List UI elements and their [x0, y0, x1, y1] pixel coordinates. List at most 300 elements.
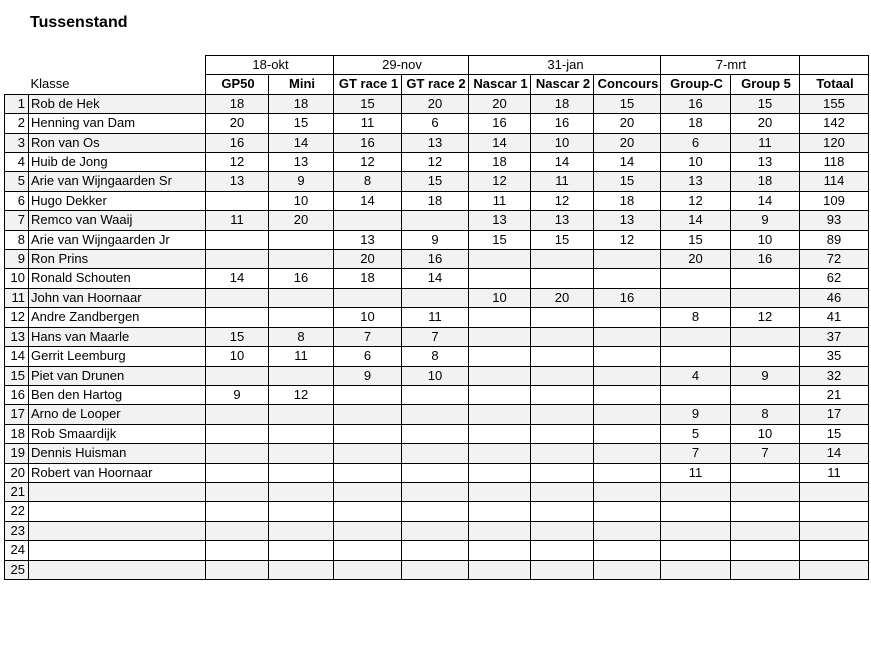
score-cell[interactable] — [469, 366, 531, 385]
total-cell[interactable]: 142 — [800, 114, 869, 133]
score-cell[interactable]: 16 — [594, 288, 661, 307]
score-cell[interactable]: 7 — [661, 444, 731, 463]
score-cell[interactable] — [731, 463, 800, 482]
participant-name[interactable]: Arie van Wijngaarden Jr — [29, 230, 206, 249]
score-cell[interactable] — [334, 288, 402, 307]
row-number[interactable]: 10 — [5, 269, 29, 288]
score-cell[interactable] — [206, 521, 269, 540]
score-cell[interactable] — [594, 521, 661, 540]
score-cell[interactable] — [531, 308, 594, 327]
score-cell[interactable] — [334, 444, 402, 463]
score-cell[interactable] — [269, 424, 334, 443]
score-cell[interactable] — [269, 482, 334, 501]
score-cell[interactable]: 11 — [334, 114, 402, 133]
row-number[interactable]: 15 — [5, 366, 29, 385]
score-cell[interactable]: 16 — [206, 133, 269, 152]
row-number[interactable]: 5 — [5, 172, 29, 191]
participant-name[interactable] — [29, 502, 206, 521]
score-cell[interactable] — [206, 424, 269, 443]
participant-name[interactable] — [29, 541, 206, 560]
row-number[interactable]: 1 — [5, 94, 29, 113]
score-cell[interactable] — [334, 211, 402, 230]
score-cell[interactable] — [206, 502, 269, 521]
score-cell[interactable] — [661, 502, 731, 521]
score-cell[interactable]: 15 — [661, 230, 731, 249]
total-cell[interactable]: 17 — [800, 405, 869, 424]
total-cell[interactable]: 155 — [800, 94, 869, 113]
score-cell[interactable] — [731, 347, 800, 366]
score-cell[interactable] — [334, 521, 402, 540]
score-cell[interactable] — [731, 541, 800, 560]
score-cell[interactable] — [531, 482, 594, 501]
score-cell[interactable] — [594, 366, 661, 385]
score-cell[interactable]: 18 — [334, 269, 402, 288]
score-cell[interactable]: 9 — [731, 211, 800, 230]
score-cell[interactable]: 16 — [402, 250, 469, 269]
participant-name[interactable]: Gerrit Leemburg — [29, 347, 206, 366]
score-cell[interactable] — [469, 347, 531, 366]
score-cell[interactable] — [334, 405, 402, 424]
score-cell[interactable] — [594, 463, 661, 482]
score-cell[interactable] — [661, 482, 731, 501]
score-cell[interactable]: 14 — [469, 133, 531, 152]
score-cell[interactable]: 13 — [594, 211, 661, 230]
score-cell[interactable] — [469, 269, 531, 288]
score-cell[interactable] — [206, 405, 269, 424]
score-cell[interactable]: 18 — [661, 114, 731, 133]
score-cell[interactable]: 13 — [731, 153, 800, 172]
score-cell[interactable]: 10 — [402, 366, 469, 385]
score-cell[interactable] — [594, 327, 661, 346]
score-cell[interactable] — [269, 250, 334, 269]
score-cell[interactable] — [206, 230, 269, 249]
score-cell[interactable] — [402, 521, 469, 540]
score-cell[interactable]: 9 — [402, 230, 469, 249]
participant-name[interactable]: Ronald Schouten — [29, 269, 206, 288]
score-cell[interactable]: 12 — [594, 230, 661, 249]
score-cell[interactable] — [594, 347, 661, 366]
score-cell[interactable]: 16 — [661, 94, 731, 113]
row-number[interactable]: 2 — [5, 114, 29, 133]
score-cell[interactable] — [594, 482, 661, 501]
total-cell[interactable]: 120 — [800, 133, 869, 152]
score-cell[interactable]: 15 — [594, 172, 661, 191]
score-cell[interactable]: 13 — [269, 153, 334, 172]
score-cell[interactable] — [531, 269, 594, 288]
score-cell[interactable]: 10 — [334, 308, 402, 327]
score-cell[interactable]: 14 — [531, 153, 594, 172]
row-number[interactable]: 22 — [5, 502, 29, 521]
participant-name[interactable]: Remco van Waaij — [29, 211, 206, 230]
score-cell[interactable] — [661, 560, 731, 579]
score-cell[interactable] — [402, 288, 469, 307]
score-cell[interactable]: 15 — [469, 230, 531, 249]
score-cell[interactable] — [334, 560, 402, 579]
participant-name[interactable]: Hugo Dekker — [29, 191, 206, 210]
score-cell[interactable] — [594, 250, 661, 269]
score-cell[interactable] — [469, 502, 531, 521]
row-number[interactable]: 25 — [5, 560, 29, 579]
row-number[interactable]: 16 — [5, 385, 29, 404]
score-cell[interactable]: 14 — [334, 191, 402, 210]
score-cell[interactable]: 13 — [469, 211, 531, 230]
score-cell[interactable] — [594, 385, 661, 404]
score-cell[interactable] — [661, 327, 731, 346]
score-cell[interactable]: 15 — [402, 172, 469, 191]
score-cell[interactable]: 18 — [269, 94, 334, 113]
total-cell[interactable]: 89 — [800, 230, 869, 249]
score-cell[interactable]: 4 — [661, 366, 731, 385]
participant-name[interactable]: Andre Zandbergen — [29, 308, 206, 327]
score-cell[interactable]: 16 — [731, 250, 800, 269]
score-cell[interactable]: 11 — [661, 463, 731, 482]
score-cell[interactable] — [731, 502, 800, 521]
total-cell[interactable] — [800, 502, 869, 521]
score-cell[interactable]: 13 — [206, 172, 269, 191]
score-cell[interactable]: 13 — [661, 172, 731, 191]
score-cell[interactable] — [269, 463, 334, 482]
score-cell[interactable]: 6 — [402, 114, 469, 133]
score-cell[interactable]: 9 — [334, 366, 402, 385]
score-cell[interactable] — [469, 541, 531, 560]
score-cell[interactable] — [402, 482, 469, 501]
score-cell[interactable] — [402, 463, 469, 482]
score-cell[interactable]: 20 — [334, 250, 402, 269]
score-cell[interactable] — [531, 405, 594, 424]
participant-name[interactable]: John van Hoornaar — [29, 288, 206, 307]
participant-name[interactable]: Ben den Hartog — [29, 385, 206, 404]
total-cell[interactable]: 37 — [800, 327, 869, 346]
score-cell[interactable] — [469, 327, 531, 346]
score-cell[interactable]: 8 — [269, 327, 334, 346]
score-cell[interactable] — [661, 541, 731, 560]
score-cell[interactable] — [531, 250, 594, 269]
score-cell[interactable]: 14 — [402, 269, 469, 288]
score-cell[interactable] — [469, 482, 531, 501]
score-cell[interactable] — [206, 250, 269, 269]
score-cell[interactable] — [594, 541, 661, 560]
participant-name[interactable]: Arno de Looper — [29, 405, 206, 424]
score-cell[interactable] — [731, 288, 800, 307]
score-cell[interactable]: 20 — [469, 94, 531, 113]
score-cell[interactable] — [531, 347, 594, 366]
score-cell[interactable] — [731, 560, 800, 579]
total-cell[interactable]: 72 — [800, 250, 869, 269]
score-cell[interactable]: 8 — [661, 308, 731, 327]
score-cell[interactable] — [402, 405, 469, 424]
score-cell[interactable]: 20 — [594, 114, 661, 133]
participant-name[interactable] — [29, 560, 206, 579]
total-cell[interactable]: 32 — [800, 366, 869, 385]
score-cell[interactable] — [269, 444, 334, 463]
total-cell[interactable] — [800, 560, 869, 579]
score-cell[interactable]: 12 — [269, 385, 334, 404]
total-cell[interactable]: 93 — [800, 211, 869, 230]
score-cell[interactable] — [334, 424, 402, 443]
score-cell[interactable]: 11 — [731, 133, 800, 152]
participant-name[interactable]: Rob Smaardijk — [29, 424, 206, 443]
score-cell[interactable]: 13 — [334, 230, 402, 249]
score-cell[interactable] — [269, 230, 334, 249]
score-cell[interactable]: 20 — [731, 114, 800, 133]
score-cell[interactable] — [531, 327, 594, 346]
score-cell[interactable] — [334, 385, 402, 404]
score-cell[interactable]: 20 — [269, 211, 334, 230]
score-cell[interactable] — [269, 405, 334, 424]
row-number[interactable]: 19 — [5, 444, 29, 463]
score-cell[interactable]: 12 — [531, 191, 594, 210]
participant-name[interactable]: Dennis Huisman — [29, 444, 206, 463]
score-cell[interactable]: 7 — [334, 327, 402, 346]
total-cell[interactable] — [800, 482, 869, 501]
score-cell[interactable] — [334, 463, 402, 482]
score-cell[interactable]: 12 — [661, 191, 731, 210]
score-cell[interactable] — [334, 502, 402, 521]
row-number[interactable]: 23 — [5, 521, 29, 540]
score-cell[interactable]: 13 — [402, 133, 469, 152]
score-cell[interactable] — [269, 541, 334, 560]
row-number[interactable]: 18 — [5, 424, 29, 443]
score-cell[interactable]: 6 — [334, 347, 402, 366]
score-cell[interactable] — [594, 405, 661, 424]
score-cell[interactable]: 11 — [206, 211, 269, 230]
total-cell[interactable] — [800, 521, 869, 540]
score-cell[interactable] — [731, 269, 800, 288]
score-cell[interactable] — [661, 288, 731, 307]
score-cell[interactable]: 14 — [731, 191, 800, 210]
score-cell[interactable]: 12 — [731, 308, 800, 327]
score-cell[interactable] — [402, 211, 469, 230]
score-cell[interactable]: 12 — [402, 153, 469, 172]
participant-name[interactable]: Ron van Os — [29, 133, 206, 152]
score-cell[interactable]: 8 — [402, 347, 469, 366]
participant-name[interactable]: Henning van Dam — [29, 114, 206, 133]
score-cell[interactable]: 15 — [206, 327, 269, 346]
score-cell[interactable]: 14 — [661, 211, 731, 230]
score-cell[interactable]: 7 — [731, 444, 800, 463]
score-cell[interactable] — [469, 444, 531, 463]
score-cell[interactable]: 10 — [206, 347, 269, 366]
score-cell[interactable] — [469, 385, 531, 404]
score-cell[interactable] — [206, 560, 269, 579]
score-cell[interactable] — [206, 288, 269, 307]
score-cell[interactable]: 9 — [661, 405, 731, 424]
total-cell[interactable]: 15 — [800, 424, 869, 443]
score-cell[interactable]: 11 — [402, 308, 469, 327]
score-cell[interactable] — [402, 444, 469, 463]
participant-name[interactable] — [29, 521, 206, 540]
score-cell[interactable]: 10 — [469, 288, 531, 307]
score-cell[interactable]: 16 — [269, 269, 334, 288]
score-cell[interactable] — [269, 521, 334, 540]
score-cell[interactable] — [731, 385, 800, 404]
score-cell[interactable]: 14 — [269, 133, 334, 152]
score-cell[interactable] — [469, 463, 531, 482]
score-cell[interactable]: 11 — [531, 172, 594, 191]
row-number[interactable]: 13 — [5, 327, 29, 346]
score-cell[interactable] — [469, 308, 531, 327]
participant-name[interactable]: Ron Prins — [29, 250, 206, 269]
score-cell[interactable]: 20 — [661, 250, 731, 269]
total-cell[interactable]: 62 — [800, 269, 869, 288]
score-cell[interactable]: 15 — [531, 230, 594, 249]
total-cell[interactable]: 21 — [800, 385, 869, 404]
score-cell[interactable] — [469, 560, 531, 579]
score-cell[interactable]: 8 — [731, 405, 800, 424]
score-cell[interactable]: 9 — [206, 385, 269, 404]
score-cell[interactable] — [469, 405, 531, 424]
score-cell[interactable]: 14 — [594, 153, 661, 172]
score-cell[interactable]: 16 — [469, 114, 531, 133]
score-cell[interactable] — [731, 521, 800, 540]
total-cell[interactable]: 118 — [800, 153, 869, 172]
score-cell[interactable] — [402, 541, 469, 560]
participant-name[interactable]: Rob de Hek — [29, 94, 206, 113]
score-cell[interactable] — [661, 521, 731, 540]
score-cell[interactable]: 12 — [334, 153, 402, 172]
score-cell[interactable] — [531, 502, 594, 521]
score-cell[interactable] — [531, 560, 594, 579]
score-cell[interactable]: 9 — [731, 366, 800, 385]
score-cell[interactable] — [661, 347, 731, 366]
score-cell[interactable] — [269, 288, 334, 307]
score-cell[interactable] — [206, 444, 269, 463]
score-cell[interactable]: 5 — [661, 424, 731, 443]
total-cell[interactable] — [800, 541, 869, 560]
row-number[interactable]: 8 — [5, 230, 29, 249]
score-cell[interactable]: 11 — [469, 191, 531, 210]
row-number[interactable]: 20 — [5, 463, 29, 482]
score-cell[interactable]: 18 — [469, 153, 531, 172]
row-number[interactable]: 14 — [5, 347, 29, 366]
total-cell[interactable]: 11 — [800, 463, 869, 482]
score-cell[interactable]: 8 — [334, 172, 402, 191]
score-cell[interactable] — [269, 366, 334, 385]
row-number[interactable]: 24 — [5, 541, 29, 560]
row-number[interactable]: 11 — [5, 288, 29, 307]
score-cell[interactable] — [402, 560, 469, 579]
score-cell[interactable]: 16 — [531, 114, 594, 133]
score-cell[interactable] — [531, 385, 594, 404]
score-cell[interactable] — [402, 385, 469, 404]
score-cell[interactable] — [531, 541, 594, 560]
score-cell[interactable] — [731, 482, 800, 501]
score-cell[interactable] — [334, 541, 402, 560]
total-cell[interactable]: 41 — [800, 308, 869, 327]
row-number[interactable]: 7 — [5, 211, 29, 230]
score-cell[interactable]: 10 — [731, 424, 800, 443]
score-cell[interactable] — [206, 541, 269, 560]
row-number[interactable]: 9 — [5, 250, 29, 269]
score-cell[interactable] — [661, 269, 731, 288]
score-cell[interactable] — [206, 366, 269, 385]
score-cell[interactable]: 9 — [269, 172, 334, 191]
score-cell[interactable] — [269, 502, 334, 521]
score-cell[interactable] — [402, 424, 469, 443]
score-cell[interactable] — [402, 502, 469, 521]
row-number[interactable]: 3 — [5, 133, 29, 152]
score-cell[interactable] — [206, 482, 269, 501]
score-cell[interactable] — [594, 424, 661, 443]
score-cell[interactable]: 18 — [594, 191, 661, 210]
score-cell[interactable] — [206, 308, 269, 327]
score-cell[interactable]: 11 — [269, 347, 334, 366]
score-cell[interactable]: 20 — [402, 94, 469, 113]
row-number[interactable]: 4 — [5, 153, 29, 172]
score-cell[interactable] — [269, 560, 334, 579]
participant-name[interactable]: Piet van Drunen — [29, 366, 206, 385]
total-cell[interactable]: 46 — [800, 288, 869, 307]
total-cell[interactable]: 35 — [800, 347, 869, 366]
score-cell[interactable] — [269, 308, 334, 327]
score-cell[interactable]: 18 — [206, 94, 269, 113]
score-cell[interactable] — [334, 482, 402, 501]
score-cell[interactable]: 15 — [731, 94, 800, 113]
score-cell[interactable] — [594, 444, 661, 463]
score-cell[interactable]: 12 — [469, 172, 531, 191]
total-cell[interactable]: 14 — [800, 444, 869, 463]
total-cell[interactable]: 114 — [800, 172, 869, 191]
score-cell[interactable] — [531, 424, 594, 443]
score-cell[interactable] — [469, 424, 531, 443]
row-number[interactable]: 6 — [5, 191, 29, 210]
score-cell[interactable] — [469, 250, 531, 269]
score-cell[interactable] — [594, 502, 661, 521]
score-cell[interactable]: 10 — [531, 133, 594, 152]
score-cell[interactable] — [206, 463, 269, 482]
score-cell[interactable]: 20 — [531, 288, 594, 307]
score-cell[interactable] — [531, 521, 594, 540]
total-cell[interactable]: 109 — [800, 191, 869, 210]
participant-name[interactable]: Huib de Jong — [29, 153, 206, 172]
score-cell[interactable] — [206, 191, 269, 210]
participant-name[interactable]: Arie van Wijngaarden Sr — [29, 172, 206, 191]
row-number[interactable]: 12 — [5, 308, 29, 327]
row-number[interactable]: 21 — [5, 482, 29, 501]
score-cell[interactable]: 18 — [531, 94, 594, 113]
score-cell[interactable] — [531, 444, 594, 463]
score-cell[interactable]: 15 — [334, 94, 402, 113]
score-cell[interactable]: 7 — [402, 327, 469, 346]
score-cell[interactable]: 20 — [206, 114, 269, 133]
score-cell[interactable] — [531, 463, 594, 482]
score-cell[interactable]: 18 — [402, 191, 469, 210]
row-number[interactable]: 17 — [5, 405, 29, 424]
score-cell[interactable] — [731, 327, 800, 346]
score-cell[interactable]: 15 — [269, 114, 334, 133]
participant-name[interactable]: Hans van Maarle — [29, 327, 206, 346]
participant-name[interactable] — [29, 482, 206, 501]
score-cell[interactable]: 10 — [731, 230, 800, 249]
score-cell[interactable]: 20 — [594, 133, 661, 152]
score-cell[interactable] — [594, 308, 661, 327]
participant-name[interactable]: Robert van Hoornaar — [29, 463, 206, 482]
score-cell[interactable]: 10 — [661, 153, 731, 172]
score-cell[interactable] — [594, 269, 661, 288]
score-cell[interactable]: 6 — [661, 133, 731, 152]
score-cell[interactable]: 10 — [269, 191, 334, 210]
score-cell[interactable]: 15 — [594, 94, 661, 113]
score-cell[interactable]: 12 — [206, 153, 269, 172]
score-cell[interactable]: 16 — [334, 133, 402, 152]
score-cell[interactable] — [594, 560, 661, 579]
score-cell[interactable]: 14 — [206, 269, 269, 288]
score-cell[interactable]: 18 — [731, 172, 800, 191]
score-cell[interactable] — [661, 385, 731, 404]
score-cell[interactable] — [531, 366, 594, 385]
score-cell[interactable]: 13 — [531, 211, 594, 230]
score-cell[interactable] — [469, 521, 531, 540]
